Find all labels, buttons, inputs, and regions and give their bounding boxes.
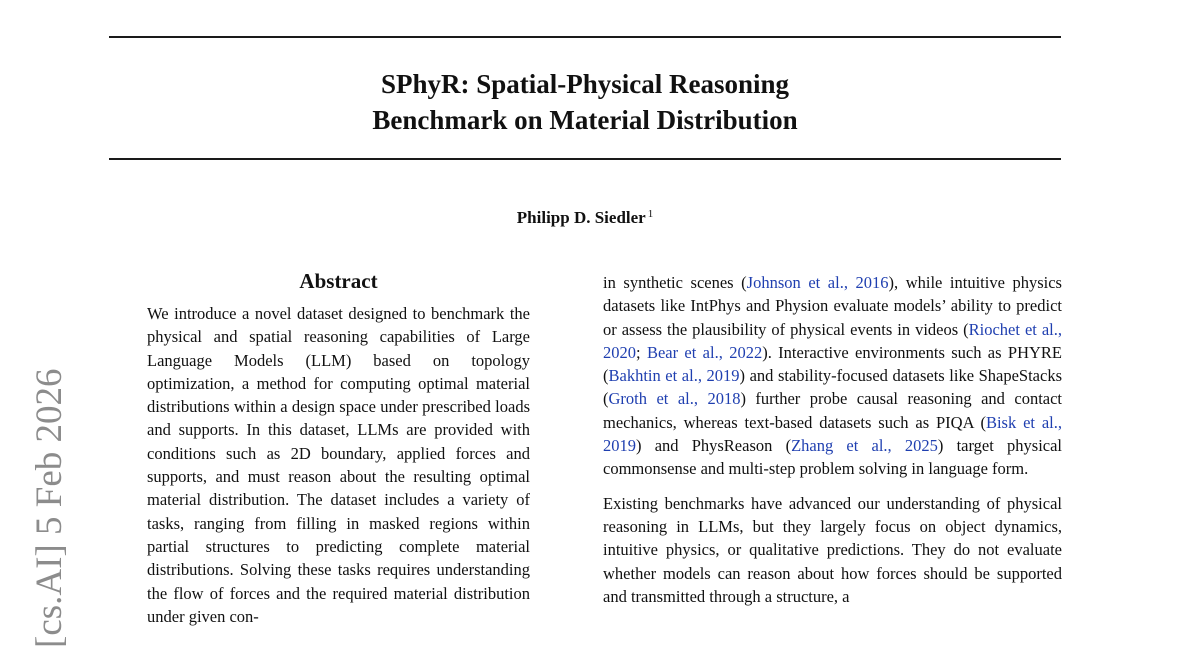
citation-bear-2022[interactable]: Bear et al., 2022	[646, 342, 763, 362]
text-run: ;	[636, 342, 647, 362]
citation-riochet-2020[interactable]: Riochet et al., 2020	[603, 319, 1062, 362]
citation-groth-2018[interactable]: Groth et al., 2018	[608, 389, 741, 409]
right-column	[603, 271, 1062, 619]
benchmarks-paragraph: Existing benchmarks have advanced our understanding of physical reasoning in LLMs, but they largely focus on object dynamics, intuitive physics, or qualitative predictions. They do not evaluate whether models can reason about how forces should be supported and transmitted through a structure, a	[603, 493, 1062, 606]
text-run: ), while intuitive physics datasets like IntPhys and Physion evaluate models’ ability to predict or assess the plausibility of physical events in videos (	[603, 273, 1062, 339]
citation-johnson-2016[interactable]: Johnson et al., 2016	[746, 273, 889, 292]
text-run: ) further probe causal reasoning and contact mechanics, whereas text-based datasets such as PIQA (	[603, 389, 1063, 432]
citation-bisk-2019[interactable]: Bisk et al., 2019	[603, 412, 1062, 456]
citation-zhang-2025[interactable]: Zhang et al., 2025	[791, 436, 938, 456]
author-line	[109, 203, 1061, 229]
abstract-heading: Abstract	[299, 269, 378, 293]
text-run: ) and PhysReason (	[636, 436, 792, 456]
text-run: ). Interactive environments such as PHYRE (	[603, 342, 1062, 386]
paper-title-line-1: SPhyR: Spatial-Physical Reasoning	[380, 69, 790, 99]
arxiv-stamp: [cs.AI] 5 Feb 2026	[29, 368, 70, 648]
text-run: in synthetic scenes (	[603, 273, 747, 292]
related-work-paragraph	[603, 271, 1062, 481]
title-rule-bottom	[109, 158, 1061, 160]
paper-title	[109, 66, 1061, 138]
citation-bakhtin-2019[interactable]: Bakhtin et al., 2019	[608, 366, 740, 386]
affiliation-mark: 1	[647, 208, 654, 220]
title-rule-top	[109, 36, 1061, 38]
author-name: Philipp D. Siedler	[516, 208, 646, 227]
paper-title-line-2: Benchmark on Material Distribution	[372, 105, 798, 135]
text-run: ) and stability-focused datasets like ShapeStacks (	[603, 366, 1062, 409]
text-run: ) target physical commonsense and multi-step problem solving in language form.	[603, 436, 1063, 479]
abstract-text: We introduce a novel dataset designed to benchmark the physical and spatial reasoning capabilities of Large Language Models (LLM) based on topology optimization, a method for computing optimal material distributions within a design space under prescribed loads and supports. In this dataset, LLMs are provided with conditions such as 2D boundary, applied forces and supports, and must reason about the resulting optimal material distribution. The dataset includes a variety of tasks, ranging from filling in masked regions within partial structures to predicting complete material distributions. Solving these tasks requires understanding the flow of forces and the required material distribution under given con-	[147, 304, 530, 626]
